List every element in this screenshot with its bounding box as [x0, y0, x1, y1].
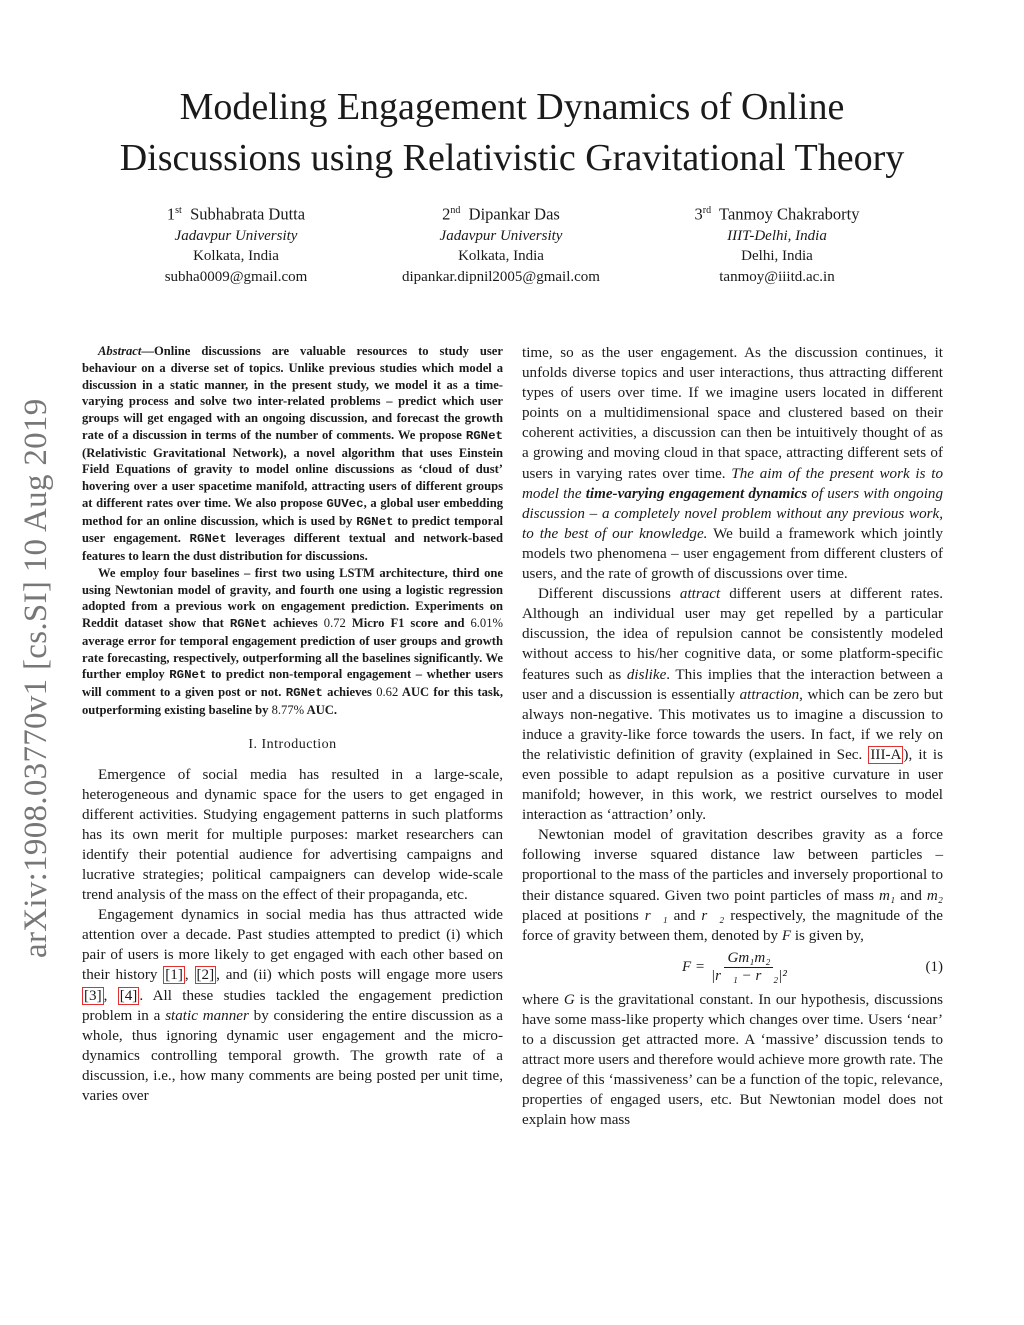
- body-paragraph: Different discussions attract different users at different rates. Although an individual user may get repelled by a particular discussion, the idea of repulsion cannot be consistently modeled without access to his/her cognitive data, or some platform-specific features such as dislike. This implies that the interaction between a user and a discussion is essentially attraction, which can be zero but always non-negative. This motivates us to imagine a discussion to induce a gravity-like force towards the users. In fact, if we rely on the relativistic definition of gravity (explained in Sec. III-A ), it is even possible to adapt repulsion as a positive curvature in user manifold; however, in this work, we restrict ourselves to model interaction as ‘attraction’ only.: [522, 586, 943, 824]
- section-link[interactable]: III-A: [870, 746, 902, 763]
- auc-value: 0.62: [376, 685, 399, 699]
- citation-link[interactable]: [2]: [196, 967, 215, 984]
- abstract-heading: Abstract: [98, 344, 142, 358]
- equation-1: [522, 948, 943, 986]
- gain-value: 8.77%: [271, 702, 305, 717]
- abstract: [82, 343, 503, 719]
- author-location: Kolkata, India: [458, 248, 544, 264]
- paper-title: [60, 82, 964, 184]
- author-name: Subhabrata Dutta: [190, 204, 306, 224]
- author-email: subha0009@gmail.com: [164, 268, 308, 285]
- equation-denominator: |r⃗₁ − r⃗₂|²: [711, 967, 787, 984]
- author-email: dipankar.dipnil2005@gmail.com: [402, 268, 600, 285]
- section-heading: I. Introduction: [248, 736, 337, 752]
- body-paragraph: Engagement dynamics in social media has thus attracted wide attention over a decade. Past studies attempted to predict (i) which pair of users is more likely to get engaged with each other based on their history [1] , [2] , and (ii) which posts will engage more users [3] , [4] . All these studies tackled the engagement prediction problem in a static manner by considering the entire discussion as a whole, thus ignoring dynamic user engagement and the micro-dynamics controlling temporal growth. The growth rate of a discussion, i.e., how many comments are being posted per unit time, varies over: [82, 907, 504, 1104]
- author-location: Kolkata, India: [193, 248, 279, 264]
- body-paragraph: time, so as the user engagement. As the discussion continues, it unfolds diverse topics and user interactions, thus attracting different types of users over time. If we imagine users located in different points on a multidimensional space and clustered based on their coherent activities, a discussion can then be intuitively thought of as a growing and moving cloud in that space, attracting different sets of users in varying rates over time. The aim of the present work is to model the time-varying engagement dynamics of users with ongoing discussion – a completely novel problem without any previous work, to the best of our knowledge. We build a framework which jointly models two phenomena – user engagement from different clusters of users, and the rate of growth of discussions over time.: [522, 345, 943, 583]
- body-paragraph: where G is the gravitational constant. In our hypothesis, discussions have some mass-like property which changes over time. Users ‘near’ to a discussion get attracted more. A ‘massive’ discussion tends to attract more users and therefore would achieve more growth rate. The degree of this ‘massiveness’ can be a function of the topic, relevance, properties of engaged users, etc. But Newtonian model does not explain how mass: [522, 991, 943, 1129]
- rgnet-name: RGNet: [465, 428, 503, 443]
- left-column: [82, 343, 503, 1106]
- author-3: 3rd Tanmoy Chakraborty IIIT-Delhi, India Delhi, India tanmoy@iiitd.ac.in: [627, 200, 927, 287]
- author-name: Dipankar Das: [468, 204, 560, 224]
- author-name: Tanmoy Chakraborty: [719, 204, 860, 224]
- title-line-2: Discussions using Relativistic Gravitational Theory: [119, 137, 905, 179]
- right-column: [522, 343, 943, 1130]
- equation-numerator: Gm₁m₂: [724, 950, 773, 968]
- citation-link[interactable]: [4]: [119, 987, 138, 1004]
- body-paragraph: Emergence of social media has resulted in a large-scale, heterogeneous and dynamic space for the users to get engaged in different activities. Studying engagement patterns in such platforms has its own merit for multiple purposes: market researchers can identify their potential audience for advertising campaigns and lucrative strategies; political campaigners can develop wide-scale trend analysis of the mass on the effect of their propaganda, etc.: [82, 766, 503, 904]
- error-value: 6.01%: [470, 616, 503, 630]
- author-affiliation: Jadavpur University: [439, 227, 563, 244]
- citation-link[interactable]: [3]: [84, 987, 102, 1004]
- guvec-name: GUVec: [326, 496, 364, 511]
- abstract-paragraph: Abstract—Online discussions are valuable resources to study user behaviour on a diverse set of topics. Unlike previous studies which model a discussion in a static manner, in the present study, we model it as a time-varying process and solve two inter-related problems – predict which user groups will get engaged with an ongoing discussion, and forecast the growth rate of a discussion in terms of the number of comments. We propose RGNet (Relativistic Gravitational Network), a novel algorithm that uses Einstein Field Equations of gravity to model online discussions as ‘cloud of dust’ hovering over a user spacetime manifold, attracting users of different groups at different rates over time. We also propose GUVec, a global user embedding method for an online discussion, which is used by RGNet to predict temporal user engagement. RGNet leverages different textual and network-based features to learn the dust distribution for discussions.: [82, 344, 503, 563]
- equation-lhs: F =: [682, 959, 706, 976]
- f1-value: 0.72: [323, 616, 346, 630]
- citation-link[interactable]: [1]: [165, 967, 183, 984]
- author-email: tanmoy@iiitd.ac.in: [719, 268, 835, 285]
- title-line-1: Modeling Engagement Dynamics of Online: [179, 86, 845, 128]
- equation-fraction: [711, 950, 787, 985]
- body-paragraph: Newtonian model of gravitation describes gravity as a force following inverse squared distance law between particles – proportional to the mass of the particles and inversely proportional to their distance squared. Given two point particles of mass m₁ and m₂ placed at positions r⃗₁ and r⃗₂ respectively, the magnitude of the force of gravity between them, denoted by F is given by,: [522, 827, 944, 944]
- abstract-paragraph: We employ four baselines – first two using LSTM architecture, third one using Newtonian model of gravity, and fourth one using a logistic regression adopted from a previous work on engagement prediction. Experiments on Reddit dataset show that RGNet achieves 0.72 Micro F1 score and 6.01% average error for temporal engagement prediction of user groups and growth rate forecasting, respectively, outperforming all the baselines significantly. We further employ RGNet to predict non-temporal engagement – whether users will comment to a given post or not. RGNet achieves 0.62 AUC for this task, outperforming existing baseline by 8.77% AUC.: [82, 565, 503, 717]
- equation-number: (1): [925, 958, 943, 975]
- author-affiliation: IIIT-Delhi, India: [727, 227, 827, 244]
- author-2: 2nd Dipankar Das Jadavpur University Kolkata, India dipankar.dipnil2005@gmail.com: [351, 200, 651, 287]
- arxiv-watermark: arXiv:1908.03770v1 [cs.SI] 10 Aug 2019: [18, 398, 54, 958]
- author-location: Delhi, India: [741, 248, 813, 264]
- author-affiliation: Jadavpur University: [174, 227, 298, 244]
- intro-text: [82, 765, 503, 1107]
- author-1: 1st Subhabrata Dutta Jadavpur University Kolkata, India subha0009@gmail.com: [86, 200, 386, 287]
